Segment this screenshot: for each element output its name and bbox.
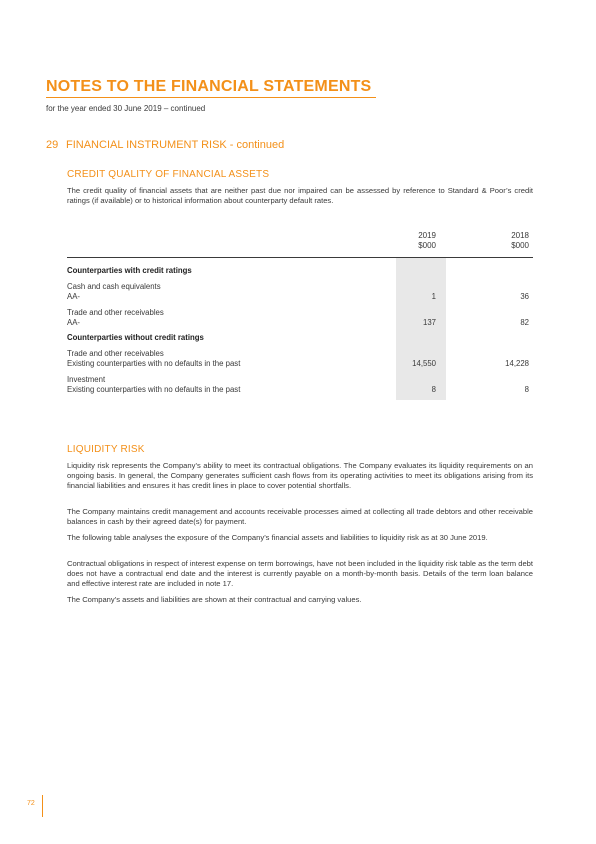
col-header-2019 — [386, 231, 436, 251]
table-row-label: Existing counterparties with no defaults in the past — [67, 359, 241, 368]
table-row-label: Counterparties without credit ratings — [67, 333, 204, 342]
liquidity-risk-heading: LIQUIDITY RISK — [67, 444, 145, 455]
table-row-label: AA- — [67, 318, 80, 327]
liquidity-paragraph: Liquidity risk represents the Company’s ability to meet its contractual obligations. The Company evaluates its liquidity requirements on an ongoing basis. In general, the Company generates sufficient cash flows from its operating activities to meet its obligations arising from its financial liabilities and ensures it has credit lines in place to cover potential shortfalls. — [67, 461, 533, 490]
section-title: FINANCIAL INSTRUMENT RISK - continued — [66, 139, 285, 151]
table-cell-2018: 36 — [520, 292, 529, 301]
table-row-label: Cash and cash equivalents — [67, 282, 161, 291]
table-row-label: Investment — [67, 375, 106, 384]
col-2019-year: 2019 — [418, 231, 436, 240]
page-subtitle: for the year ended 30 June 2019 – continued — [46, 104, 206, 113]
table-row-label: AA- — [67, 292, 80, 301]
current-year-column-shade — [396, 258, 446, 400]
table-cell-2018: 8 — [524, 385, 529, 394]
table-cell-2018: 14,228 — [505, 359, 529, 368]
table-cell-2019: 1 — [431, 292, 436, 301]
liquidity-paragraph: The following table analyses the exposure of the Company’s financial assets and liabilities to liquidity risk as at 30 June 2019. — [67, 533, 488, 542]
liquidity-paragraph: The Company maintains credit management and accounts receivable processes aimed at collecting all trade debtors and other receivable balances in cash by their agreed date(s) for payment. — [67, 507, 533, 526]
credit-quality-heading: CREDIT QUALITY OF FINANCIAL ASSETS — [67, 169, 270, 180]
credit-quality-intro: The credit quality of financial assets that are neither past due nor impaired can be assessed by reference to Standard & Poor’s credit ratings (if available) or to historical information about counterparty default rates. — [67, 186, 533, 205]
table-row-label: Trade and other receivables — [67, 308, 164, 317]
table-cell-2019: 137 — [422, 318, 436, 327]
liquidity-paragraph: The Company’s assets and liabilities are shown at their contractual and carrying values. — [67, 595, 362, 604]
page-title: NOTES TO THE FINANCIAL STATEMENTS — [46, 78, 372, 95]
table-row-label: Counterparties with credit ratings — [67, 266, 192, 275]
page-number: 72 — [27, 800, 35, 807]
title-underline — [46, 97, 376, 98]
table-row-label: Existing counterparties with no defaults in the past — [67, 385, 241, 394]
section-heading — [46, 139, 284, 151]
liquidity-paragraph: Contractual obligations in respect of interest expense on term borrowings, have not been included in the liquidity risk table as the term debt does not have a contractual end date and the interest is currently payable on a month-by-month basis. Details of the term loan balance and effective interest rate are included in note 17. — [67, 559, 534, 588]
section-number: 29 — [46, 139, 59, 151]
table-cell-2018: 82 — [520, 318, 529, 327]
col-2018-year: 2018 — [511, 231, 529, 240]
table-cell-2019: 14,550 — [412, 359, 436, 368]
col-header-2018 — [479, 231, 529, 251]
col-2019-unit: $000 — [418, 241, 436, 250]
table-cell-2019: 8 — [431, 385, 436, 394]
page-number-divider — [42, 795, 43, 817]
table-row-label: Trade and other receivables — [67, 349, 164, 358]
table-header-rule — [67, 257, 533, 258]
col-2018-unit: $000 — [511, 241, 529, 250]
